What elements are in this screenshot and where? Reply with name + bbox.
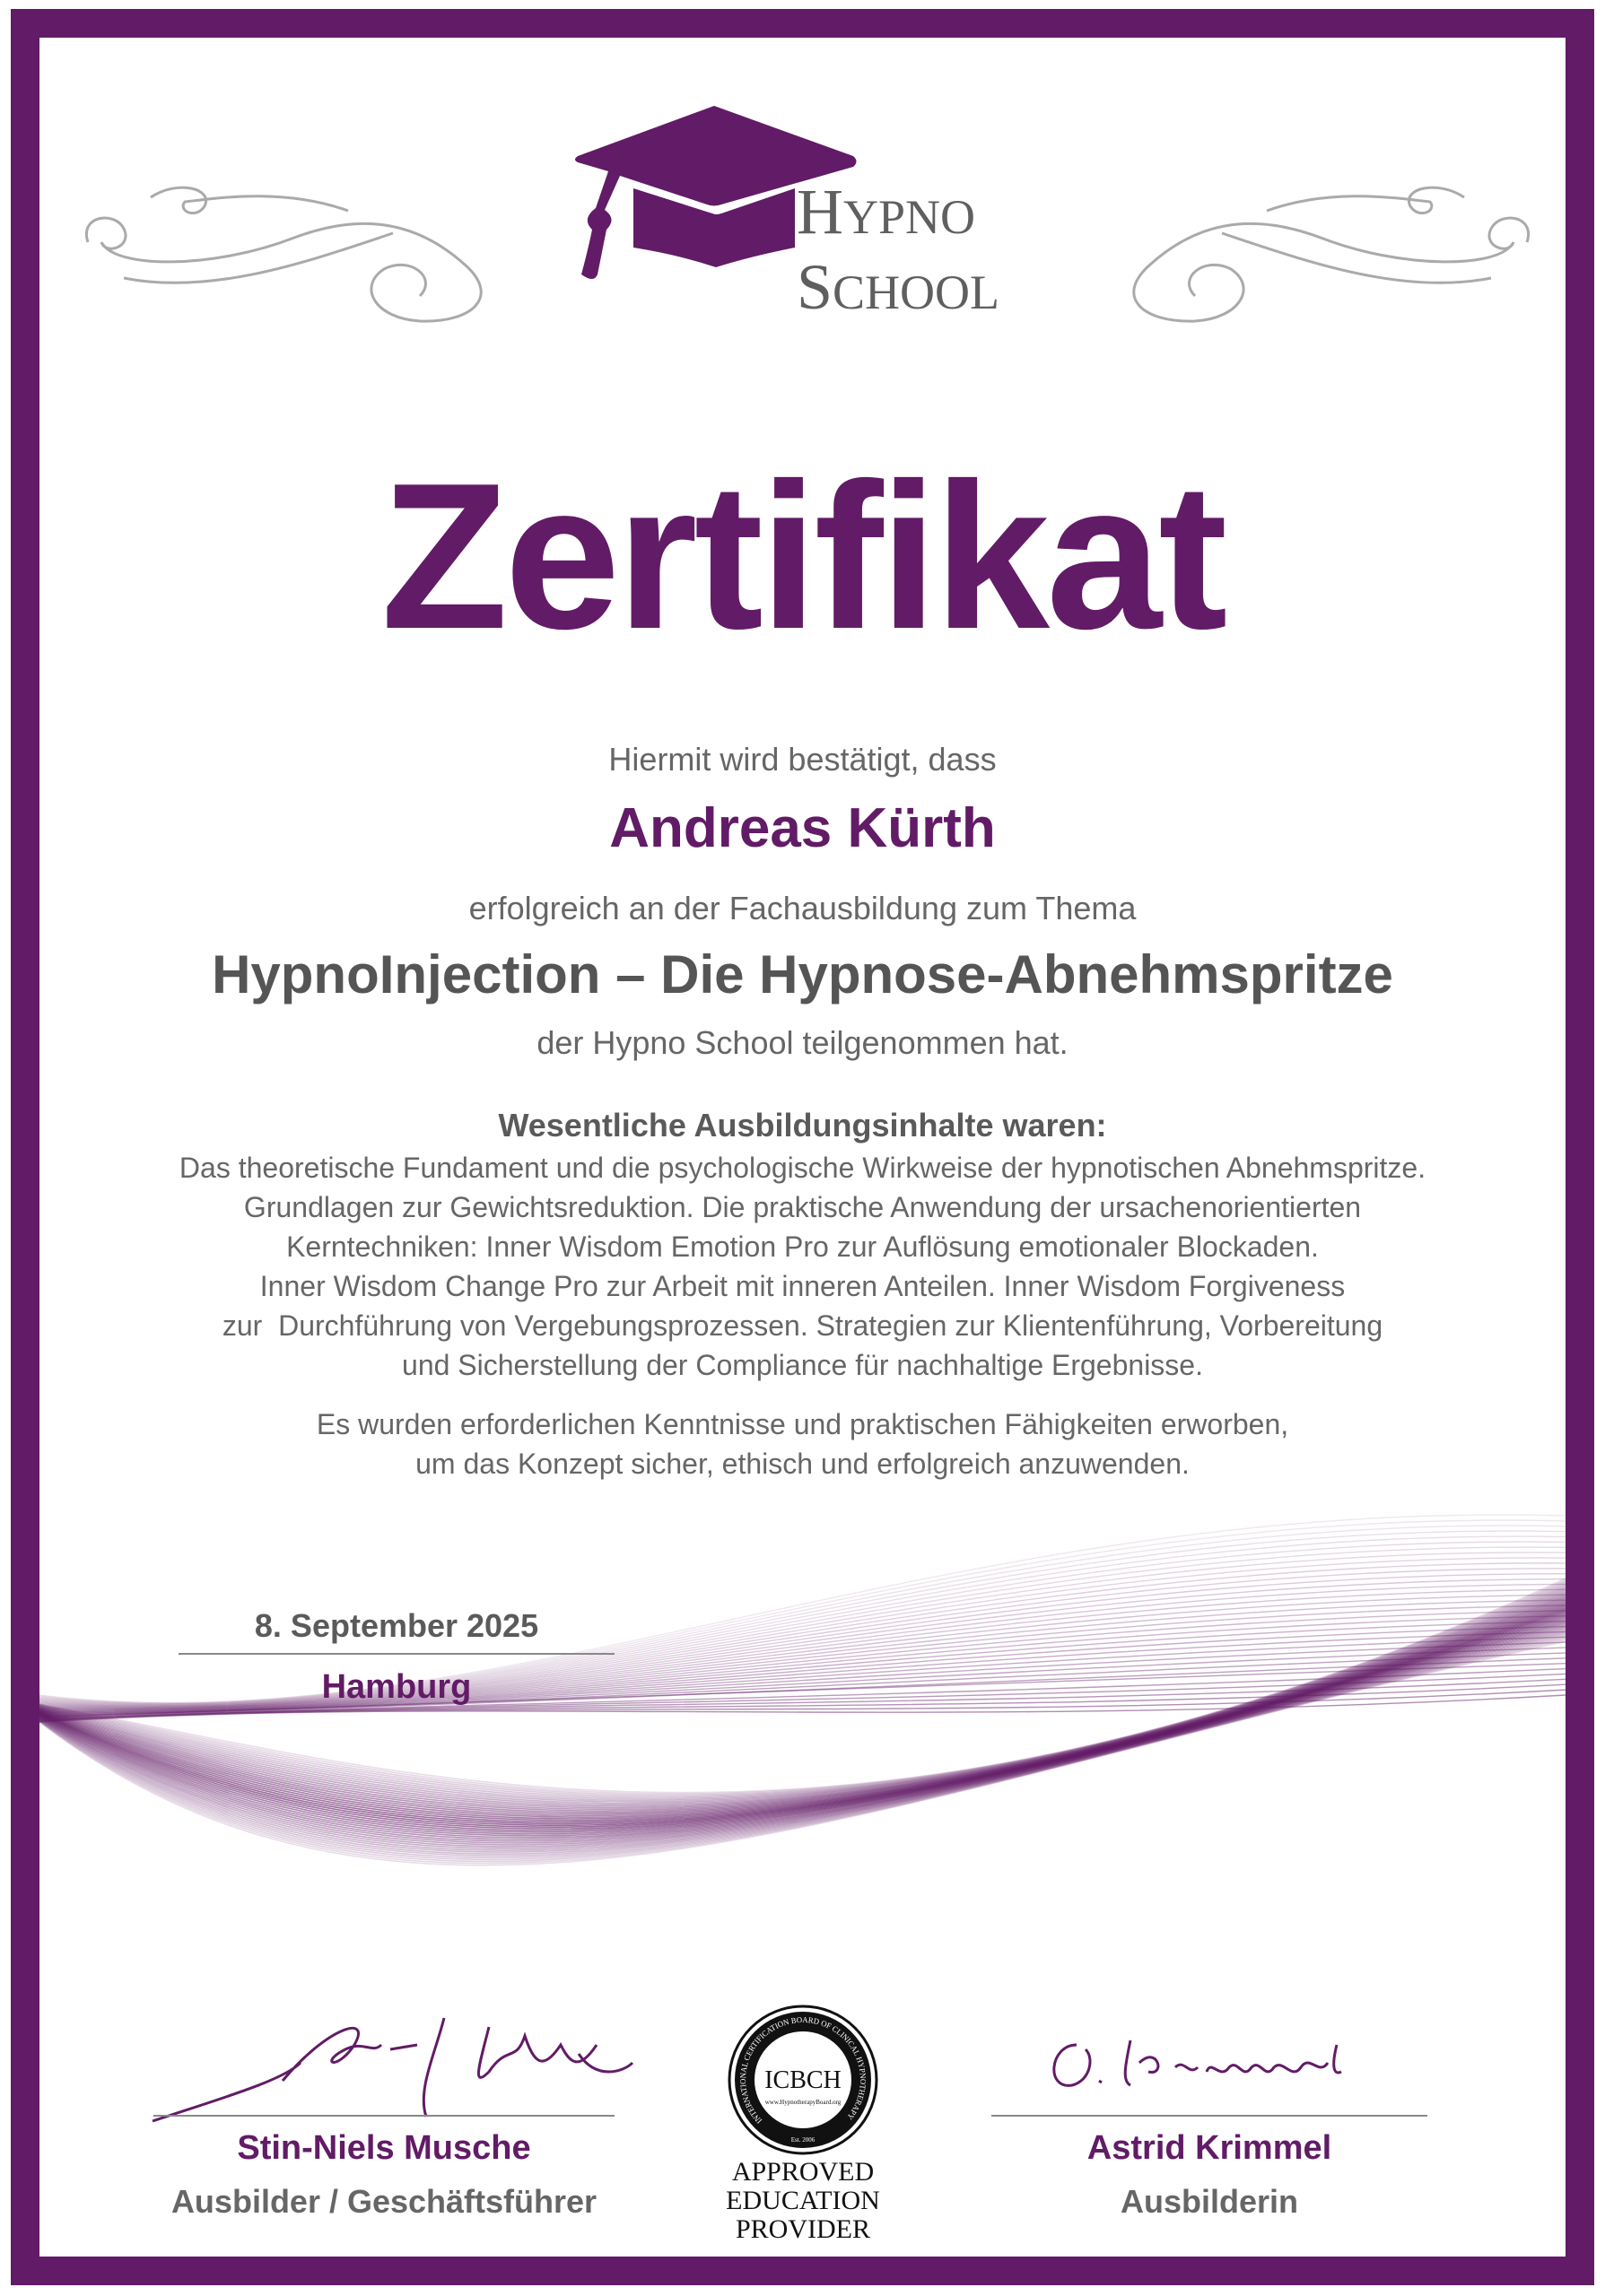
course-title: HypnoInjection – Die Hypnose-Abnehmspritze <box>212 944 1393 1004</box>
seal-url: www.HypnotherapyBoard.org <box>764 2099 842 2106</box>
closing-line: Es wurden erforderlichen Kenntnisse und praktischen Fähigkeiten erworben, <box>316 1408 1289 1440</box>
certificate-title: Zertifikat <box>380 440 1225 673</box>
contents-heading: Wesentliche Ausbildungsinhalte waren: <box>498 1107 1107 1144</box>
certificate-place: Hamburg <box>321 1668 472 1706</box>
logo-initial-s: S <box>797 251 833 323</box>
participation-text: erfolgreich an der Fachausbildung zum Thema <box>468 890 1137 926</box>
intro-text: Hiermit wird bestätigt, dass <box>608 741 997 778</box>
seal-badge-icon <box>727 2004 879 2156</box>
signatory-right-role: Ausbilderin <box>1120 2183 1299 2220</box>
decorative-wave <box>39 1480 1566 2018</box>
signature-right-icon <box>1041 2027 1417 2099</box>
contents-line: Kerntechniken: Inner Wisdom Emotion Pro zur Auflösung emotionaler Blockaden. <box>286 1231 1319 1263</box>
flourish-right-icon <box>1096 170 1536 327</box>
school-line: der Hypno School teilgenommen hat. <box>536 1024 1069 1061</box>
seal-approved: APPROVED <box>731 2157 875 2187</box>
logo-initial-h: H <box>797 176 843 248</box>
flourish-left-icon <box>79 170 519 327</box>
contents-line: Inner Wisdom Change Pro zur Arbeit mit inneren Anteilen. Inner Wisdom Forgiveness <box>259 1270 1346 1302</box>
contents-line: Das theoretische Fundament und die psychologische Wirkweise der hypnotischen Abnehmspritze. <box>179 1152 1426 1184</box>
signatory-left-role: Ausbilder / Geschäftsführer <box>170 2183 598 2220</box>
contents-line: und Sicherstellung der Compliance für nachhaltige Ergebnisse. <box>402 1349 1203 1381</box>
signature-line-left <box>153 2115 615 2117</box>
signatory-left-name: Stin-Niels Musche <box>237 2129 531 2167</box>
contents-line: zur Durchführung von Vergebungsprozessen. Strategien zur Klientenführung, Vorbereitung <box>222 1309 1383 1342</box>
logo-word-hypno: YPNO <box>843 190 976 244</box>
seal-education: EDUCATION <box>726 2186 880 2215</box>
contents-list <box>0 1148 1605 1385</box>
seal-est: Est. 2006 <box>790 2136 816 2144</box>
signature-line-right <box>991 2115 1427 2117</box>
logo-word-school: CHOOL <box>833 265 1000 319</box>
date-divider <box>179 1653 615 1655</box>
signature-left-icon <box>148 2009 650 2126</box>
signatory-right-name: Astrid Krimmel <box>1086 2129 1332 2167</box>
recipient-name: Andreas Kürth <box>609 797 996 859</box>
seal-ring-text: INTERNATIONAL CERTIFICATION BOARD OF CLINICAL HYPNOTHERAPY <box>737 2014 868 2126</box>
contents-line: Grundlagen zur Gewichtsreduktion. Die praktische Anwendung der ursachenorientierten <box>243 1191 1362 1223</box>
certificate-date: 8. September 2025 <box>254 1607 539 1644</box>
seal-center-text: ICBCH <box>764 2066 842 2094</box>
closing-line: um das Konzept sicher, ethisch und erfolgreich anzuwenden. <box>415 1448 1190 1480</box>
seal-provider: PROVIDER <box>735 2214 870 2244</box>
closing-text <box>0 1405 1605 1483</box>
